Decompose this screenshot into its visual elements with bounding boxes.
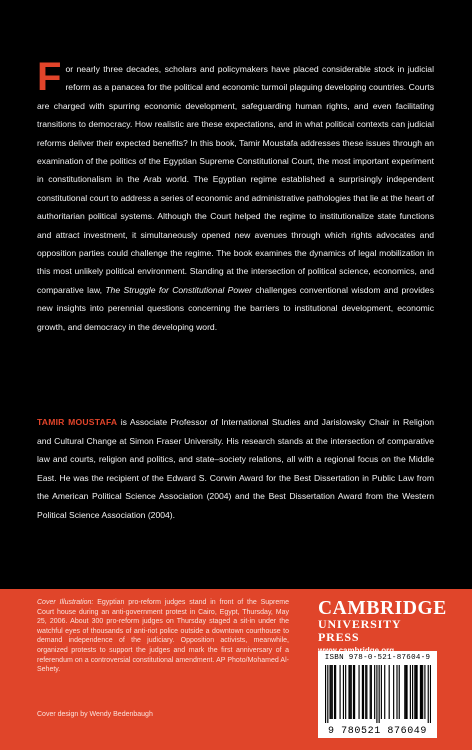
author-name: TAMIR MOUSTAFA (37, 417, 118, 427)
barcode-bar (332, 665, 333, 719)
barcode-bar (428, 665, 429, 723)
barcode-bar (424, 665, 425, 719)
barcode-bar (430, 665, 431, 723)
barcode-bar (345, 665, 346, 719)
book-description (37, 55, 434, 336)
barcode-graphic (325, 665, 431, 723)
barcode-bar (365, 665, 366, 719)
barcode-bar (366, 665, 367, 719)
barcode-bar (358, 665, 359, 719)
barcode-bars (325, 665, 431, 723)
cover-illustration-credit (37, 598, 289, 675)
barcode-bar (335, 665, 336, 719)
author-bio-text: is Associate Professor of International Studies and Jarislowsky Chair in Religion and Cultural Change at Simon Fraser University. His research stands at the intersection of comparative law and courts, religion and politics, and state–society relations, all with a regional focus on the Middle East. He was the recipient of the Edward S. Corwin Award for the Best Dissertation in Public Law from the American Political Science Association (2004) and the Best Dissertation Award from the Western Political Science Association (2004). (37, 417, 435, 520)
description-paragraph (37, 55, 434, 336)
barcode-bar (379, 665, 380, 723)
barcode-bar (381, 665, 382, 719)
barcode-bar (354, 665, 355, 719)
barcode-bar (422, 665, 423, 719)
barcode-bar (370, 665, 371, 719)
barcode-bar (406, 665, 407, 719)
barcode-bar (420, 665, 421, 719)
barcode-bar (331, 665, 332, 719)
barcode-bar (376, 665, 377, 723)
description-text-end: challenges conventional wisdom and provides new insights into perennial questions concerning the barriers to institutional development, economic growth, and democracy in the developing word. (37, 284, 434, 332)
author-bio-paragraph (37, 413, 434, 525)
barcode-bar (340, 665, 341, 719)
barcode-bar (416, 665, 417, 719)
barcode-bar (405, 665, 406, 719)
barcode-bar (412, 665, 413, 719)
barcode-bar (350, 665, 351, 719)
barcode-bar (362, 665, 363, 719)
author-bio (37, 413, 434, 525)
barcode-bar (363, 665, 364, 719)
barcode-bar (404, 665, 405, 719)
cover-illustration-label: Cover Illustration: (37, 599, 94, 606)
isbn-label: ISBN 978-0-521-87604-9 (324, 654, 431, 662)
barcode-bar (351, 665, 352, 719)
isbn-barcode (318, 651, 437, 738)
drop-cap: F (37, 55, 62, 99)
barcode-bar (415, 665, 416, 719)
barcode-bar (353, 665, 354, 719)
barcode-bar (389, 665, 390, 719)
barcode-bar (399, 665, 400, 719)
barcode-bar (329, 665, 330, 719)
barcode-bar (393, 665, 394, 719)
description-text-start: or nearly three decades, scholars and policymakers have placed considerable stock in judicial reform as a panacea for the political and economic turmoil plaguing developing countries. Courts are charged with spurring economic development, safeguarding human rights, and even facilitating transitions to democracy. How realistic are these expectations, and in what political contexts can judicial reforms deliver their expected benefits? In this book, Tamir Moustafa addresses these issues through an examination of the politics of the Egyptian Supreme Constitutional Court, the most important experiment in constitutionalism in the Arab world. The Egyptian regime established a surprisingly independent constitutional court to address a series of economic and administrative pathologies that lie at the heart of authoritarian political systems. Although the Court helped the regime to institutionalize state functions and attract investment, it simultaneously opened new avenues through which rights advocates and opposition parties could challenge the regime. The book examines the dynamics of legal mobilization in this most unlikely political environment. Standing at the intersection of political science, economics, and comparative law, (37, 64, 434, 295)
publisher-name: CAMBRIDGE (318, 598, 447, 619)
cover-design-credit: Cover design by Wendy Bedenbaugh (37, 711, 153, 718)
barcode-bar (421, 665, 422, 719)
barcode-bar (325, 665, 326, 723)
publisher-logo (318, 598, 447, 656)
book-title-italic: The Struggle for Constitutional Power (105, 284, 252, 295)
barcode-bar (414, 665, 415, 719)
barcode-digits: 9 780521 876049 (327, 726, 427, 737)
barcode-bar (348, 665, 349, 719)
barcode-bar (384, 665, 385, 719)
barcode-bar (371, 665, 372, 719)
barcode-bar (343, 665, 344, 719)
barcode-bar (396, 665, 397, 719)
barcode-bar (327, 665, 328, 723)
cover-illustration-text: Egyptian pro-reform judges stand in front of the Supreme Court house during an anti-government protest in Cairo, Egypt, Thursday, May 25, 2006. About 300 pro-reform judges on Thursday staged a sit-in under the watchful eyes of thousands of anti-riot police outside a downtown courthouse to demand independence of the judiciary. Opposition activists, meanwhile, organized protests to support the judges and mark the first anniversary of a referendum on a controversial constitutional amendment. AP Photo/Mohamed Al-Sehety. (37, 599, 289, 674)
publisher-subname: UNIVERSITY PRESS (318, 617, 401, 644)
barcode-bar (374, 665, 375, 719)
barcode-bar (334, 665, 335, 719)
barcode-bar (410, 665, 411, 719)
footer-band (0, 589, 472, 750)
